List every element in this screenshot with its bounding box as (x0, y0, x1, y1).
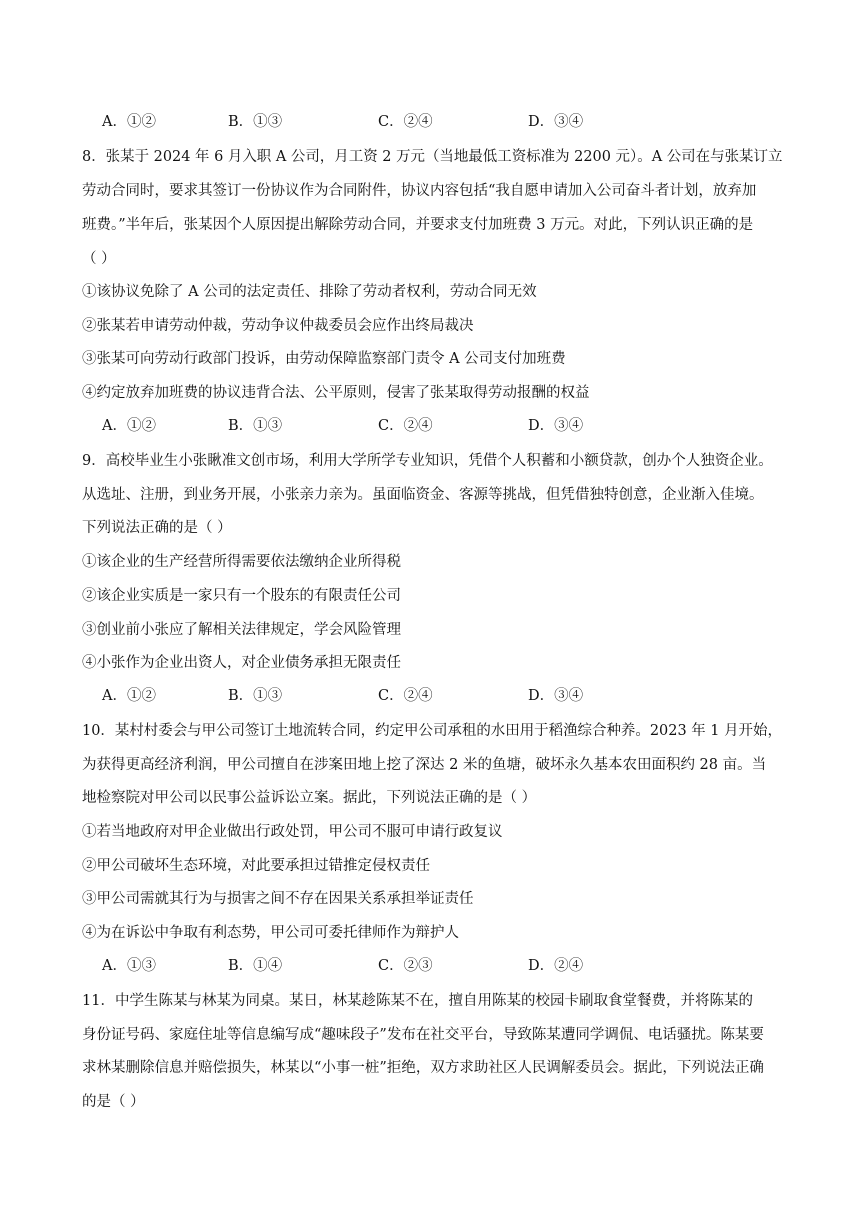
question-10-stem-line: 地检察院对甲公司以民事公益诉讼立案。据此，下列说法正确的是（ ） (82, 790, 537, 806)
question-8-item: ①该协议免除了 A 公司的法定责任、排除了劳动者权利，劳动合同无效 (82, 284, 537, 300)
question-8-stem-line: 劳动合同时，要求其签订一份协议作为合同附件，协议内容包括“我自愿申请加入公司奋斗者计划，放弃加 (82, 183, 757, 199)
question-9-stem-line: 下列说法正确的是（ ） (82, 520, 232, 536)
question-11-stem-line: 的是（ ） (82, 1094, 145, 1110)
question-10-stem-line: 为获得更高经济利润，甲公司擅自在涉案田地上挖了深达 2 米的鱼塘，破坏永久基本农田面积约 28 亩。当 (82, 757, 767, 773)
question-8-options (102, 416, 802, 436)
question-8-stem-line: （ ） (82, 251, 116, 267)
option-a[interactable]: A．①② (102, 418, 156, 434)
option-b[interactable]: B．①④ (228, 958, 283, 974)
option-b[interactable]: B．①③ (228, 418, 283, 434)
option-d[interactable]: D．②④ (528, 958, 584, 974)
question-8-stem-line: 班费。”半年后，张某因个人原因提出解除劳动合同，并要求支付加班费 3 万元。对此，下列认识正确的是 (82, 217, 754, 233)
question-10-item: ②甲公司破坏生态环境，对此要承担过错推定侵权责任 (82, 858, 430, 874)
question-10-stem-line: 10．某村村委会与甲公司签订土地流转合同，约定甲公司承租的水田用于稻渔综合种养。2023 年 1 月开始， (82, 723, 782, 739)
option-c[interactable]: C．②④ (378, 688, 433, 704)
option-c[interactable]: C．②④ (378, 418, 433, 434)
question-9-stem-line: 从选址、注册，到业务开展，小张亲力亲为。虽面临资金、客源等挑战，但凭借独特创意，企业渐入佳境。 (82, 487, 764, 503)
option-a[interactable]: A．①② (102, 688, 156, 704)
option-c[interactable]: C．②④ (378, 114, 433, 130)
question-9-item: ②该企业实质是一家只有一个股东的有限责任公司 (82, 588, 401, 604)
option-d[interactable]: D．③④ (528, 418, 584, 434)
option-b[interactable]: B．①③ (228, 114, 283, 130)
question-10-item: ①若当地政府对甲企业做出行政处罚，甲公司不服可申请行政复议 (82, 824, 503, 840)
question-9-item: ④小张作为企业出资人，对企业债务承担无限责任 (82, 655, 401, 671)
question-11-stem-line: 求林某删除信息并赔偿损失，林某以“小事一桩”拒绝，双方求助社区人民调解委员会。据此，下列说法正确 (82, 1060, 764, 1076)
option-a[interactable]: A．①② (102, 114, 156, 130)
question-11-stem-line: 身份证号码、家庭住址等信息编写成“趣味段子”发布在社交平台，导致陈某遭同学调侃、电话骚扰。陈某要 (82, 1027, 764, 1043)
question-8-item: ④约定放弃加班费的协议违背合法、公平原则，侵害了张某取得劳动报酬的权益 (82, 385, 590, 401)
question-9-item: ③创业前小张应了解相关法律规定，学会风险管理 (82, 622, 401, 638)
question-8-item: ②张某若申请劳动仲裁，劳动争议仲裁委员会应作出终局裁决 (82, 318, 474, 334)
question-8-item: ③张某可向劳动行政部门投诉，由劳动保障监察部门责令 A 公司支付加班费 (82, 351, 566, 367)
question-8-stem-line: 8．张某于 2024 年 6 月入职 A 公司，月工资 2 万元（当地最低工资标准为 2200 元）。A 公司在与张某订立 (82, 149, 783, 165)
prev-options (102, 112, 802, 132)
question-10-options (102, 956, 802, 976)
question-10-item: ③甲公司需就其行为与损害之间不存在因果关系承担举证责任 (82, 891, 474, 907)
option-d[interactable]: D．③④ (528, 114, 584, 130)
question-10-item: ④为在诉讼中争取有利态势，甲公司可委托律师作为辩护人 (82, 925, 459, 941)
option-a[interactable]: A．①③ (102, 958, 156, 974)
question-9-item: ①该企业的生产经营所得需要依法缴纳企业所得税 (82, 554, 401, 570)
question-9-stem-line: 9．高校毕业生小张瞅准文创市场，利用大学所学专业知识，凭借个人积蓄和小额贷款，创办个人独资企业。 (82, 453, 773, 469)
option-c[interactable]: C．②③ (378, 958, 433, 974)
question-11-stem-line: 11．中学生陈某与林某为同桌。某日，林某趁陈某不在，擅自用陈某的校园卡刷取食堂餐费，并将陈某的 (82, 993, 753, 1009)
option-d[interactable]: D．③④ (528, 688, 584, 704)
question-9-options (102, 686, 802, 706)
option-b[interactable]: B．①③ (228, 688, 283, 704)
